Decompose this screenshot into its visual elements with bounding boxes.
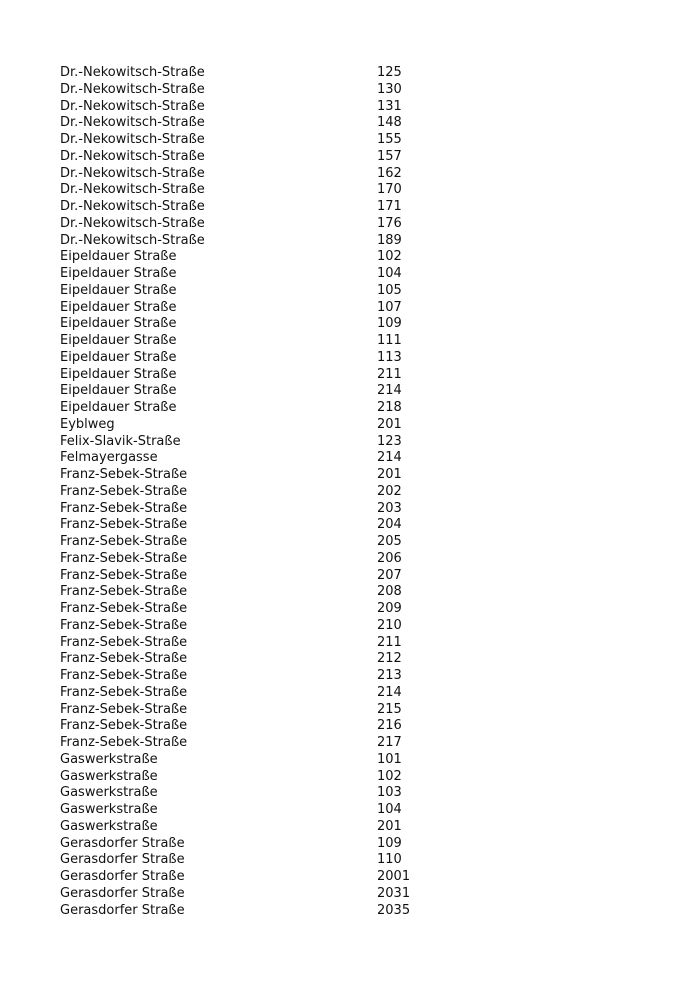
house-number-cell: 209	[377, 601, 402, 616]
house-number-cell: 113	[377, 349, 402, 365]
table-row	[60, 735, 480, 752]
table-row	[60, 584, 480, 601]
table-row	[60, 668, 480, 685]
house-number-cell: 2001	[377, 869, 411, 884]
table-row	[60, 534, 480, 551]
street-name-cell: Gerasdorfer Straße	[60, 869, 185, 884]
house-number-cell: 214	[377, 450, 402, 466]
street-name-cell: Gaswerkstraße	[60, 785, 158, 801]
street-name-cell: Eyblweg	[60, 416, 115, 432]
table-row	[60, 283, 480, 300]
table-row	[60, 618, 480, 635]
street-name-cell: Gaswerkstraße	[60, 802, 158, 817]
street-name-cell: Dr.-Nekowitsch-Straße	[60, 182, 205, 198]
street-name-cell: Franz-Sebek-Straße	[60, 500, 188, 516]
table-row	[60, 82, 480, 99]
address-table	[60, 65, 480, 919]
table-row	[60, 685, 480, 702]
table-row	[60, 115, 480, 132]
street-name-cell: Franz-Sebek-Straße	[60, 684, 188, 700]
table-row	[60, 400, 480, 417]
house-number-cell: 201	[377, 818, 402, 834]
street-name-cell: Felix-Slavik-Straße	[60, 433, 181, 449]
street-name-cell: Franz-Sebek-Straße	[60, 567, 188, 583]
street-name-cell: Franz-Sebek-Straße	[60, 601, 188, 616]
house-number-cell: 109	[377, 835, 402, 851]
house-number-cell: 205	[377, 534, 402, 549]
house-number-cell: 155	[377, 132, 402, 147]
street-name-cell: Gaswerkstraße	[60, 768, 158, 784]
table-row	[60, 132, 480, 149]
street-name-cell: Gaswerkstraße	[60, 818, 158, 834]
house-number-cell: 104	[377, 266, 402, 281]
street-name-cell: Franz-Sebek-Straße	[60, 735, 188, 750]
house-number-cell: 210	[377, 617, 402, 633]
street-name-cell: Dr.-Nekowitsch-Straße	[60, 98, 205, 114]
street-name-cell: Franz-Sebek-Straße	[60, 651, 188, 667]
house-number-cell: 102	[377, 768, 402, 784]
table-row	[60, 802, 480, 819]
street-name-cell: Franz-Sebek-Straße	[60, 483, 188, 499]
street-name-cell: Gerasdorfer Straße	[60, 902, 185, 918]
street-name-cell: Franz-Sebek-Straße	[60, 517, 188, 533]
table-row	[60, 651, 480, 668]
house-number-cell: 208	[377, 584, 402, 600]
street-name-cell: Dr.-Nekowitsch-Straße	[60, 65, 205, 80]
table-row	[60, 635, 480, 652]
house-number-cell: 2031	[377, 885, 411, 901]
house-number-cell: 204	[377, 517, 402, 533]
street-name-cell: Dr.-Nekowitsch-Straße	[60, 232, 205, 248]
house-number-cell: 110	[377, 852, 402, 868]
table-row	[60, 216, 480, 233]
table-row	[60, 300, 480, 317]
table-row	[60, 199, 480, 216]
street-name-cell: Eipeldauer Straße	[60, 282, 177, 298]
table-row	[60, 568, 480, 585]
table-row	[60, 333, 480, 350]
house-number-cell: 212	[377, 651, 402, 667]
street-name-cell: Gerasdorfer Straße	[60, 885, 185, 901]
house-number-cell: 206	[377, 550, 402, 566]
table-row	[60, 501, 480, 518]
street-name-cell: Dr.-Nekowitsch-Straße	[60, 165, 205, 181]
table-row	[60, 467, 480, 484]
street-name-cell: Franz-Sebek-Straße	[60, 634, 188, 650]
house-number-cell: 213	[377, 668, 402, 683]
house-number-cell: 201	[377, 467, 402, 482]
street-name-cell: Dr.-Nekowitsch-Straße	[60, 115, 205, 131]
street-name-cell: Franz-Sebek-Straße	[60, 550, 188, 566]
street-name-cell: Eipeldauer Straße	[60, 383, 177, 399]
house-number-cell: 109	[377, 316, 402, 332]
table-row	[60, 836, 480, 853]
house-number-cell: 104	[377, 802, 402, 817]
street-name-cell: Gerasdorfer Straße	[60, 852, 185, 868]
street-name-cell: Franz-Sebek-Straße	[60, 718, 188, 734]
house-number-cell: 176	[377, 215, 402, 231]
table-row	[60, 886, 480, 903]
house-number-cell: 162	[377, 165, 402, 181]
table-row	[60, 484, 480, 501]
street-name-cell: Franz-Sebek-Straße	[60, 701, 188, 717]
house-number-cell: 101	[377, 751, 402, 767]
street-name-cell: Gerasdorfer Straße	[60, 835, 185, 851]
house-number-cell: 2035	[377, 902, 411, 918]
house-number-cell: 111	[377, 333, 402, 348]
table-row	[60, 819, 480, 836]
house-number-cell: 202	[377, 483, 402, 499]
table-row	[60, 182, 480, 199]
street-name-cell: Gaswerkstraße	[60, 751, 158, 767]
house-number-cell: 148	[377, 115, 402, 131]
house-number-cell: 201	[377, 416, 402, 432]
table-row	[60, 99, 480, 116]
table-row	[60, 65, 480, 82]
street-name-cell: Felmayergasse	[60, 450, 158, 466]
street-name-cell: Eipeldauer Straße	[60, 366, 177, 382]
table-row	[60, 350, 480, 367]
table-row	[60, 249, 480, 266]
house-number-cell: 170	[377, 182, 402, 198]
house-number-cell: 157	[377, 148, 402, 164]
table-row	[60, 417, 480, 434]
street-name-cell: Eipeldauer Straße	[60, 400, 177, 415]
house-number-cell: 211	[377, 366, 402, 382]
street-name-cell: Dr.-Nekowitsch-Straße	[60, 215, 205, 231]
table-row	[60, 266, 480, 283]
table-row	[60, 517, 480, 534]
street-name-cell: Eipeldauer Straße	[60, 299, 177, 315]
street-name-cell: Dr.-Nekowitsch-Straße	[60, 148, 205, 164]
table-row	[60, 785, 480, 802]
table-row	[60, 434, 480, 451]
house-number-cell: 102	[377, 249, 402, 265]
table-row	[60, 233, 480, 250]
house-number-cell: 214	[377, 383, 402, 399]
table-row	[60, 149, 480, 166]
table-row	[60, 383, 480, 400]
house-number-cell: 217	[377, 735, 402, 750]
house-number-cell: 130	[377, 81, 402, 97]
table-row	[60, 601, 480, 618]
table-row	[60, 769, 480, 786]
house-number-cell: 189	[377, 232, 402, 248]
table-row	[60, 903, 480, 920]
table-row	[60, 702, 480, 719]
street-name-cell: Franz-Sebek-Straße	[60, 617, 188, 633]
table-row	[60, 316, 480, 333]
table-row	[60, 852, 480, 869]
house-number-cell: 216	[377, 718, 402, 734]
street-name-cell: Eipeldauer Straße	[60, 349, 177, 365]
house-number-cell: 215	[377, 701, 402, 717]
house-number-cell: 107	[377, 299, 402, 315]
house-number-cell: 123	[377, 433, 402, 449]
house-number-cell: 214	[377, 684, 402, 700]
house-number-cell: 203	[377, 500, 402, 516]
table-row	[60, 551, 480, 568]
street-name-cell: Eipeldauer Straße	[60, 266, 177, 281]
street-name-cell: Eipeldauer Straße	[60, 333, 177, 348]
street-name-cell: Eipeldauer Straße	[60, 316, 177, 332]
street-name-cell: Franz-Sebek-Straße	[60, 668, 188, 683]
table-row	[60, 450, 480, 467]
street-name-cell: Dr.-Nekowitsch-Straße	[60, 132, 205, 147]
street-name-cell: Dr.-Nekowitsch-Straße	[60, 199, 205, 214]
table-row	[60, 718, 480, 735]
street-name-cell: Eipeldauer Straße	[60, 249, 177, 265]
house-number-cell: 211	[377, 634, 402, 650]
house-number-cell: 103	[377, 785, 402, 801]
house-number-cell: 105	[377, 282, 402, 298]
house-number-cell: 207	[377, 567, 402, 583]
house-number-cell: 218	[377, 400, 402, 415]
table-row	[60, 869, 480, 886]
street-name-cell: Franz-Sebek-Straße	[60, 467, 188, 482]
street-name-cell: Franz-Sebek-Straße	[60, 584, 188, 600]
house-number-cell: 131	[377, 98, 402, 114]
table-row	[60, 166, 480, 183]
table-row	[60, 367, 480, 384]
house-number-cell: 125	[377, 65, 402, 80]
house-number-cell: 171	[377, 199, 402, 214]
street-name-cell: Dr.-Nekowitsch-Straße	[60, 81, 205, 97]
table-row	[60, 752, 480, 769]
street-name-cell: Franz-Sebek-Straße	[60, 534, 188, 549]
